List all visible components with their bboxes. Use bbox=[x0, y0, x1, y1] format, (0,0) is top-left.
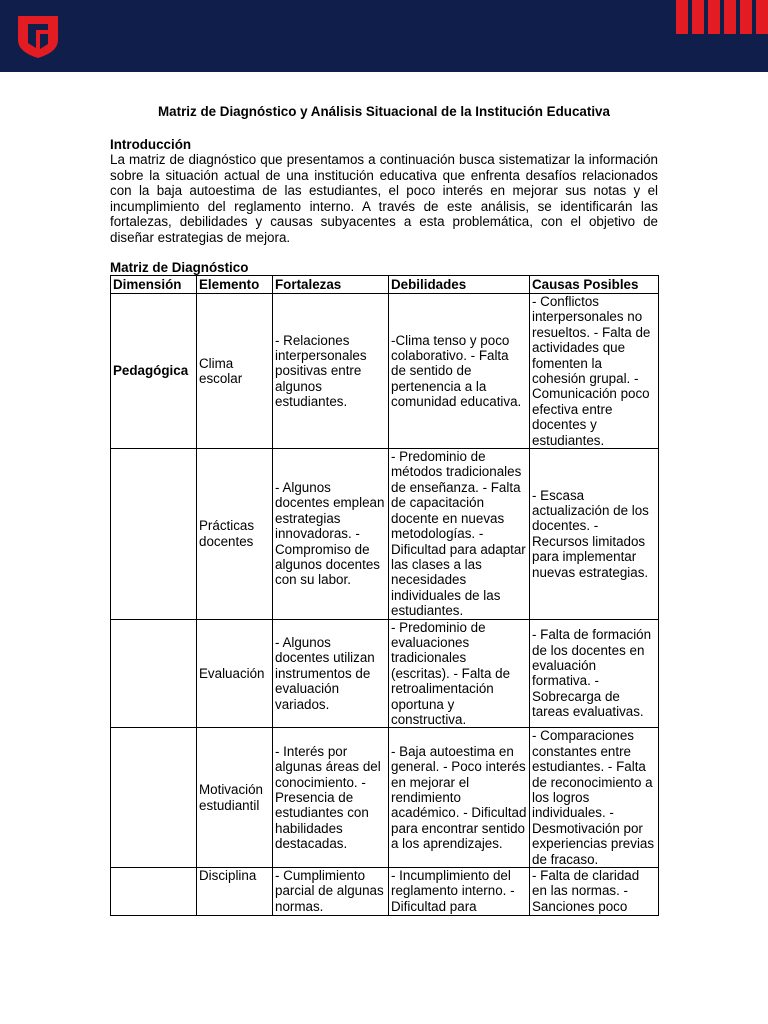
shield-logo-icon bbox=[14, 12, 62, 60]
cell-fortalezas bbox=[273, 868, 389, 916]
column-header: Elemento bbox=[197, 276, 273, 294]
header-stripe bbox=[740, 0, 752, 34]
document-body bbox=[110, 104, 658, 916]
cell-fortalezas: - Relaciones interpersonales positivas entre algunos estudiantes. bbox=[273, 294, 389, 449]
cell-debilidades: - Baja autoestima en general. - Poco interés en mejorar el rendimiento académico. - Dificultad para encontrar sentido a los aprendizajes. bbox=[389, 728, 530, 868]
table-row bbox=[111, 728, 659, 868]
document-title: Matriz de Diagnóstico y Análisis Situacional de la Institución Educativa bbox=[158, 104, 610, 119]
cell-dimension bbox=[111, 619, 197, 728]
page-header-banner bbox=[0, 0, 768, 72]
header-stripe bbox=[756, 0, 768, 34]
diagnostic-matrix-table bbox=[110, 275, 659, 916]
cell-debilidades-text: - Incumplimiento del reglamento interno. - Dificultad para bbox=[391, 868, 515, 914]
cell-fortalezas: - Interés por algunas áreas del conocimiento. - Presencia de estudiantes con habilidades destacadas. bbox=[273, 728, 389, 868]
cell-causas: - Falta de formación de los docentes en evaluación formativa. - Sobrecarga de tareas evaluativas. bbox=[530, 619, 659, 728]
cell-elemento-text: Disciplina bbox=[199, 868, 257, 884]
table-row bbox=[111, 619, 659, 728]
table-row bbox=[111, 294, 659, 449]
cell-fortalezas-text: - Cumplimiento parcial de algunas normas. bbox=[275, 868, 384, 914]
header-stripe bbox=[724, 0, 736, 34]
cell-elemento bbox=[197, 868, 273, 916]
cell-causas: - Conflictos interpersonales no resueltos. - Falta de actividades que fomenten la cohesión grupal. - Comunicación poco efectiva entre docentes y estudiantes. bbox=[530, 294, 659, 449]
cell-debilidades: -Clima tenso y poco colaborativo. - Falta de sentido de pertenencia a la comunidad educativa. bbox=[389, 294, 530, 449]
cell-fortalezas: - Algunos docentes utilizan instrumentos de evaluación variados. bbox=[273, 619, 389, 728]
cell-dimension: Pedagógica bbox=[111, 294, 197, 449]
table-header-row bbox=[111, 276, 659, 294]
cell-dimension bbox=[111, 868, 197, 916]
header-stripes bbox=[676, 0, 768, 34]
cell-debilidades: - Predominio de métodos tradicionales de enseñanza. - Falta de capacitación docente en nuevas metodologías. - Dificultad para adaptar las clases a las necesidades individuales de las estudiantes. bbox=[389, 449, 530, 619]
cell-elemento: Evaluación bbox=[197, 619, 273, 728]
column-header: Causas Posibles bbox=[530, 276, 659, 294]
cell-dimension bbox=[111, 449, 197, 619]
cell-causas: - Escasa actualización de los docentes. - Recursos limitados para implementar nuevas estrategias. bbox=[530, 449, 659, 619]
cell-elemento: Motivación estudiantil bbox=[197, 728, 273, 868]
intro-heading: Introducción bbox=[110, 136, 192, 152]
column-header: Debilidades bbox=[389, 276, 530, 294]
cell-debilidades bbox=[389, 868, 530, 916]
column-header: Fortalezas bbox=[273, 276, 389, 294]
header-stripe bbox=[708, 0, 720, 34]
table-row bbox=[111, 868, 659, 916]
matrix-heading: Matriz de Diagnóstico bbox=[110, 260, 249, 275]
cell-debilidades: - Predominio de evaluaciones tradicionales (escritas). - Falta de retroalimentación oportuna y constructiva. bbox=[389, 619, 530, 728]
table-row bbox=[111, 449, 659, 619]
cell-fortalezas: - Algunos docentes emplean estrategias innovadoras. - Compromiso de algunos docentes con su labor. bbox=[273, 449, 389, 619]
cell-causas bbox=[530, 868, 659, 916]
cell-causas-text: - Falta de claridad en las normas. - Sanciones poco bbox=[532, 868, 640, 914]
cell-elemento: Clima escolar bbox=[197, 294, 273, 449]
cell-causas: - Comparaciones constantes entre estudiantes. - Falta de reconocimiento a los logros individuales. - Desmotivación por experiencias previas de fracaso. bbox=[530, 728, 659, 868]
cell-dimension bbox=[111, 728, 197, 868]
header-stripe bbox=[692, 0, 704, 34]
intro-paragraph: La matriz de diagnóstico que presentamos a continuación busca sistematizar la información sobre la situación actual de una institución educativa que enfrenta desafíos relacionados con la baja autoestima de las estudiantes, el poco interés en mejorar sus notas y el incumplimiento del reglamento interno. A través de este análisis, se identificarán las fortalezas, debilidades y causas subyacentes a esta problemática, con el objetivo de diseñar estrategias de mejora. bbox=[110, 152, 658, 245]
header-stripe bbox=[676, 0, 688, 34]
cell-dimension-text bbox=[113, 868, 194, 915]
column-header: Dimensión bbox=[111, 276, 197, 294]
cell-elemento: Prácticas docentes bbox=[197, 449, 273, 619]
